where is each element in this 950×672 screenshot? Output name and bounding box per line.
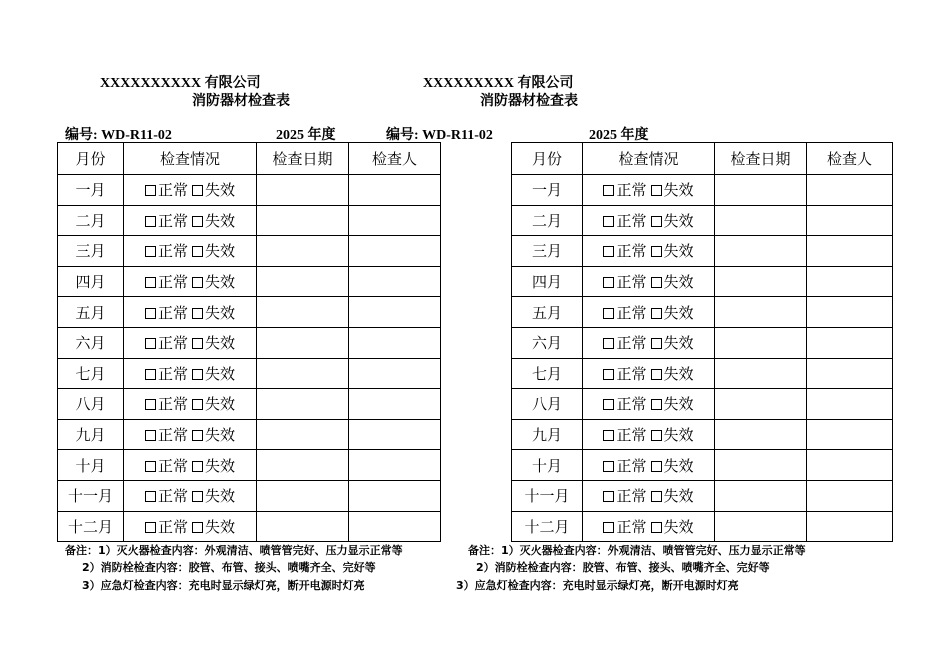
month-cell: 十二月 [512, 511, 583, 542]
status-option-label: 失效 [205, 426, 236, 445]
left-note-line-1: 备注：1）灭火器检查内容：外观清洁、喷管管完好、压力显示正常等 [65, 544, 403, 557]
status-option-label: 正常 [157, 242, 188, 261]
status-option-failed[interactable] [192, 332, 235, 353]
status-option-label: 失效 [663, 181, 694, 200]
status-option-failed[interactable] [192, 363, 235, 384]
month-cell: 五月 [512, 297, 583, 328]
month-cell: 一月 [512, 175, 583, 206]
table-row [512, 358, 893, 389]
checkbox-icon[interactable] [192, 491, 203, 502]
status-cell [583, 266, 715, 297]
status-cell [124, 389, 257, 420]
table-row [512, 480, 893, 511]
checkbox-icon[interactable] [145, 522, 156, 533]
table-row [58, 297, 441, 328]
status-option-normal[interactable] [145, 271, 188, 292]
date-cell[interactable] [715, 175, 807, 206]
header-inspector: 检查人 [349, 143, 441, 175]
status-option-label: 正常 [616, 364, 647, 383]
month-cell: 九月 [58, 419, 124, 450]
status-option-label: 正常 [157, 426, 188, 445]
month-cell: 七月 [58, 358, 124, 389]
checkbox-icon[interactable] [145, 430, 156, 441]
checkbox-icon[interactable] [651, 246, 662, 257]
status-option-failed[interactable] [651, 332, 694, 353]
status-option-failed[interactable] [192, 485, 235, 506]
status-option-failed[interactable] [651, 516, 694, 537]
status-option-normal[interactable] [603, 210, 646, 231]
checkbox-icon[interactable] [192, 277, 203, 288]
table-row [58, 266, 441, 297]
status-cell [583, 450, 715, 481]
table-header-row [512, 143, 893, 175]
header-date: 检查日期 [257, 143, 349, 175]
status-cell [583, 205, 715, 236]
inspector-cell[interactable] [807, 327, 893, 358]
status-option-label: 正常 [157, 364, 188, 383]
month-cell: 十月 [58, 450, 124, 481]
status-option-label: 失效 [663, 456, 694, 475]
right-form-title: 消防器材检查表 [480, 93, 578, 109]
inspector-cell[interactable] [807, 175, 893, 206]
inspector-cell[interactable] [349, 480, 441, 511]
checkbox-icon[interactable] [603, 369, 614, 380]
date-cell[interactable] [715, 450, 807, 481]
left-inspection-table [57, 142, 441, 542]
status-option-label: 失效 [663, 364, 694, 383]
status-option-failed[interactable] [651, 485, 694, 506]
status-option-normal[interactable] [603, 332, 646, 353]
status-option-normal[interactable] [145, 179, 188, 200]
table-row [512, 327, 893, 358]
status-option-label: 正常 [616, 456, 647, 475]
status-cell [124, 266, 257, 297]
status-option-normal[interactable] [603, 240, 646, 261]
status-option-label: 正常 [616, 395, 647, 414]
header-status: 检查情况 [583, 143, 715, 175]
status-option-label: 正常 [616, 273, 647, 292]
checkbox-icon[interactable] [145, 338, 156, 349]
header-month: 月份 [58, 143, 124, 175]
inspector-cell[interactable] [807, 419, 893, 450]
date-cell[interactable] [715, 327, 807, 358]
status-option-label: 失效 [205, 303, 236, 322]
status-cell [583, 327, 715, 358]
status-cell [124, 236, 257, 267]
inspector-cell[interactable] [807, 205, 893, 236]
right-note-line-2: 2）消防栓检查内容：胶管、布管、接头、喷嘴齐全、完好等 [476, 561, 770, 574]
checkbox-icon[interactable] [651, 277, 662, 288]
checkbox-icon[interactable] [192, 246, 203, 257]
status-option-failed[interactable] [192, 516, 235, 537]
date-cell[interactable] [257, 358, 349, 389]
status-option-failed[interactable] [192, 424, 235, 445]
status-option-normal[interactable] [603, 455, 646, 476]
left-company-name: XXXXXXXXXX 有限公司 [100, 76, 261, 91]
status-option-normal[interactable] [145, 240, 188, 261]
status-option-failed[interactable] [192, 210, 235, 231]
status-option-label: 失效 [205, 242, 236, 261]
date-cell[interactable] [715, 205, 807, 236]
table-row [58, 205, 441, 236]
date-cell[interactable] [715, 389, 807, 420]
checkbox-icon[interactable] [603, 491, 614, 502]
status-cell [583, 175, 715, 206]
checkbox-icon[interactable] [651, 491, 662, 502]
date-cell[interactable] [257, 480, 349, 511]
checkbox-icon[interactable] [603, 185, 614, 196]
table-row [58, 358, 441, 389]
month-cell: 十二月 [58, 511, 124, 542]
checkbox-icon[interactable] [192, 399, 203, 410]
table-header-row [58, 143, 441, 175]
status-option-failed[interactable] [651, 393, 694, 414]
checkbox-icon[interactable] [651, 430, 662, 441]
checkbox-icon[interactable] [192, 338, 203, 349]
inspector-cell[interactable] [349, 297, 441, 328]
status-option-label: 失效 [205, 456, 236, 475]
checkbox-icon[interactable] [192, 185, 203, 196]
status-option-label: 正常 [616, 334, 647, 353]
month-cell: 十一月 [512, 480, 583, 511]
right-note-line-3: 3）应急灯检查内容：充电时显示绿灯亮，断开电源时灯亮 [456, 579, 739, 592]
status-option-label: 失效 [663, 211, 694, 230]
status-option-normal[interactable] [603, 179, 646, 200]
status-option-label: 正常 [157, 487, 188, 506]
status-option-failed[interactable] [651, 302, 694, 323]
status-cell [124, 297, 257, 328]
status-option-label: 失效 [663, 242, 694, 261]
checkbox-icon[interactable] [651, 369, 662, 380]
inspector-cell[interactable] [807, 450, 893, 481]
inspector-cell[interactable] [807, 297, 893, 328]
header-inspector: 检查人 [807, 143, 893, 175]
status-option-label: 失效 [205, 364, 236, 383]
status-option-label: 失效 [205, 273, 236, 292]
date-cell[interactable] [257, 511, 349, 542]
status-option-label: 正常 [616, 517, 647, 536]
right-form-year: 2025 年度 [589, 128, 649, 143]
right-form-code: 编号: WD-R11-02 [386, 128, 493, 143]
checkbox-icon[interactable] [651, 216, 662, 227]
status-option-failed[interactable] [192, 302, 235, 323]
status-option-normal[interactable] [603, 363, 646, 384]
status-option-label: 失效 [663, 273, 694, 292]
status-option-failed[interactable] [651, 271, 694, 292]
status-option-label: 正常 [616, 426, 647, 445]
left-form-code: 编号: WD-R11-02 [65, 128, 172, 143]
status-option-normal[interactable] [603, 271, 646, 292]
status-cell [583, 297, 715, 328]
status-option-failed[interactable] [192, 393, 235, 414]
inspector-cell[interactable] [807, 236, 893, 267]
table-row [512, 297, 893, 328]
status-option-failed[interactable] [651, 424, 694, 445]
inspector-cell[interactable] [349, 205, 441, 236]
left-form-title: 消防器材检查表 [192, 93, 290, 109]
inspector-cell[interactable] [349, 358, 441, 389]
status-option-normal[interactable] [603, 485, 646, 506]
date-cell[interactable] [257, 297, 349, 328]
inspector-cell[interactable] [349, 511, 441, 542]
date-cell[interactable] [715, 236, 807, 267]
inspector-cell[interactable] [349, 389, 441, 420]
date-cell[interactable] [715, 358, 807, 389]
table-row [58, 327, 441, 358]
checkbox-icon[interactable] [651, 522, 662, 533]
status-option-label: 正常 [157, 303, 188, 322]
status-option-failed[interactable] [192, 455, 235, 476]
month-cell: 二月 [58, 205, 124, 236]
status-cell [583, 480, 715, 511]
inspector-cell[interactable] [807, 480, 893, 511]
checkbox-icon[interactable] [192, 461, 203, 472]
status-option-label: 正常 [616, 303, 647, 322]
date-cell[interactable] [715, 297, 807, 328]
left-form-year: 2025 年度 [276, 128, 336, 143]
checkbox-icon[interactable] [145, 277, 156, 288]
status-option-label: 失效 [663, 517, 694, 536]
status-option-failed[interactable] [651, 179, 694, 200]
date-cell[interactable] [257, 205, 349, 236]
table-row [58, 236, 441, 267]
month-cell: 八月 [58, 389, 124, 420]
inspector-cell[interactable] [807, 511, 893, 542]
status-option-label: 正常 [157, 211, 188, 230]
status-option-label: 失效 [205, 181, 236, 200]
checkbox-icon[interactable] [651, 338, 662, 349]
checkbox-icon[interactable] [651, 399, 662, 410]
status-option-normal[interactable] [145, 393, 188, 414]
status-cell [124, 480, 257, 511]
month-cell: 十一月 [58, 480, 124, 511]
status-option-normal[interactable] [603, 516, 646, 537]
status-cell [124, 450, 257, 481]
checkbox-icon[interactable] [192, 308, 203, 319]
status-option-normal[interactable] [145, 363, 188, 384]
checkbox-icon[interactable] [651, 461, 662, 472]
date-cell[interactable] [715, 511, 807, 542]
checkbox-icon[interactable] [145, 308, 156, 319]
date-cell[interactable] [715, 266, 807, 297]
table-row [512, 419, 893, 450]
status-cell [583, 511, 715, 542]
status-option-normal[interactable] [603, 424, 646, 445]
status-option-failed[interactable] [192, 179, 235, 200]
checkbox-icon[interactable] [145, 399, 156, 410]
status-option-label: 正常 [157, 273, 188, 292]
checkbox-icon[interactable] [145, 185, 156, 196]
table-row [512, 266, 893, 297]
status-option-label: 正常 [157, 334, 188, 353]
month-cell: 五月 [58, 297, 124, 328]
date-cell[interactable] [257, 266, 349, 297]
month-cell: 三月 [58, 236, 124, 267]
date-cell[interactable] [257, 419, 349, 450]
status-cell [583, 358, 715, 389]
checkbox-icon[interactable] [145, 369, 156, 380]
status-option-label: 正常 [616, 242, 647, 261]
left-note-line-2: 2）消防栓检查内容：胶管、布管、接头、喷嘴齐全、完好等 [82, 561, 376, 574]
status-option-normal[interactable] [145, 455, 188, 476]
month-cell: 七月 [512, 358, 583, 389]
status-option-label: 失效 [205, 487, 236, 506]
checkbox-icon[interactable] [145, 491, 156, 502]
right-company-name: XXXXXXXXX 有限公司 [423, 76, 574, 91]
status-option-normal[interactable] [145, 516, 188, 537]
status-option-label: 正常 [616, 211, 647, 230]
status-option-label: 失效 [663, 303, 694, 322]
month-cell: 四月 [512, 266, 583, 297]
date-cell[interactable] [257, 175, 349, 206]
status-option-label: 正常 [616, 181, 647, 200]
inspector-cell[interactable] [807, 389, 893, 420]
header-date: 检查日期 [715, 143, 807, 175]
status-option-normal[interactable] [145, 424, 188, 445]
month-cell: 十月 [512, 450, 583, 481]
status-option-label: 失效 [205, 517, 236, 536]
status-option-failed[interactable] [192, 271, 235, 292]
header-status: 检查情况 [124, 143, 257, 175]
checkbox-icon[interactable] [145, 216, 156, 227]
status-cell [124, 511, 257, 542]
date-cell[interactable] [257, 450, 349, 481]
inspector-cell[interactable] [349, 450, 441, 481]
month-cell: 二月 [512, 205, 583, 236]
status-option-failed[interactable] [651, 455, 694, 476]
status-cell [124, 419, 257, 450]
month-cell: 九月 [512, 419, 583, 450]
status-option-label: 正常 [157, 395, 188, 414]
table-row [512, 389, 893, 420]
checkbox-icon[interactable] [603, 522, 614, 533]
status-option-label: 正常 [157, 456, 188, 475]
status-cell [124, 175, 257, 206]
table-row [58, 511, 441, 542]
status-option-normal[interactable] [145, 485, 188, 506]
status-cell [583, 419, 715, 450]
status-cell [583, 389, 715, 420]
date-cell[interactable] [257, 327, 349, 358]
status-option-label: 失效 [663, 334, 694, 353]
table-row [512, 450, 893, 481]
checkbox-icon[interactable] [603, 399, 614, 410]
inspector-cell[interactable] [349, 419, 441, 450]
table-row [512, 236, 893, 267]
status-cell [124, 205, 257, 236]
checkbox-icon[interactable] [651, 185, 662, 196]
status-option-label: 失效 [663, 487, 694, 506]
checkbox-icon[interactable] [651, 308, 662, 319]
inspector-cell[interactable] [349, 175, 441, 206]
month-cell: 六月 [58, 327, 124, 358]
inspector-cell[interactable] [349, 236, 441, 267]
date-cell[interactable] [257, 236, 349, 267]
status-option-label: 失效 [205, 395, 236, 414]
header-month: 月份 [512, 143, 583, 175]
status-option-label: 失效 [663, 426, 694, 445]
right-inspection-table [511, 142, 893, 542]
checkbox-icon[interactable] [192, 216, 203, 227]
status-option-failed[interactable] [192, 240, 235, 261]
table-row [512, 175, 893, 206]
status-option-label: 正常 [157, 181, 188, 200]
table-row [512, 205, 893, 236]
checkbox-icon[interactable] [603, 308, 614, 319]
checkbox-icon[interactable] [145, 461, 156, 472]
date-cell[interactable] [715, 480, 807, 511]
status-option-normal[interactable] [603, 393, 646, 414]
table-row [58, 419, 441, 450]
checkbox-icon[interactable] [603, 216, 614, 227]
status-option-label: 失效 [205, 334, 236, 353]
checkbox-icon[interactable] [603, 277, 614, 288]
date-cell[interactable] [257, 389, 349, 420]
checkbox-icon[interactable] [603, 461, 614, 472]
date-cell[interactable] [715, 419, 807, 450]
left-note-line-3: 3）应急灯检查内容：充电时显示绿灯亮，断开电源时灯亮 [82, 579, 365, 592]
inspector-cell[interactable] [349, 266, 441, 297]
month-cell: 六月 [512, 327, 583, 358]
checkbox-icon[interactable] [192, 522, 203, 533]
status-option-label: 正常 [616, 487, 647, 506]
status-option-label: 失效 [205, 211, 236, 230]
status-cell [583, 236, 715, 267]
status-option-label: 失效 [663, 395, 694, 414]
checkbox-icon[interactable] [192, 430, 203, 441]
month-cell: 三月 [512, 236, 583, 267]
table-row [58, 389, 441, 420]
right-note-line-1: 备注：1）灭火器检查内容：外观清洁、喷管管完好、压力显示正常等 [468, 544, 806, 557]
status-option-failed[interactable] [651, 240, 694, 261]
status-option-normal[interactable] [603, 302, 646, 323]
inspector-cell[interactable] [807, 358, 893, 389]
table-row [512, 511, 893, 542]
checkbox-icon[interactable] [603, 246, 614, 257]
status-option-failed[interactable] [651, 210, 694, 231]
checkbox-icon[interactable] [603, 430, 614, 441]
checkbox-icon[interactable] [603, 338, 614, 349]
month-cell: 八月 [512, 389, 583, 420]
status-option-label: 正常 [157, 517, 188, 536]
checkbox-icon[interactable] [145, 246, 156, 257]
table-row [58, 175, 441, 206]
status-option-failed[interactable] [651, 363, 694, 384]
status-option-normal[interactable] [145, 302, 188, 323]
status-option-normal[interactable] [145, 210, 188, 231]
checkbox-icon[interactable] [192, 369, 203, 380]
inspector-cell[interactable] [349, 327, 441, 358]
status-option-normal[interactable] [145, 332, 188, 353]
inspector-cell[interactable] [807, 266, 893, 297]
status-cell [124, 327, 257, 358]
table-row [58, 480, 441, 511]
status-cell [124, 358, 257, 389]
table-row [58, 450, 441, 481]
month-cell: 四月 [58, 266, 124, 297]
month-cell: 一月 [58, 175, 124, 206]
